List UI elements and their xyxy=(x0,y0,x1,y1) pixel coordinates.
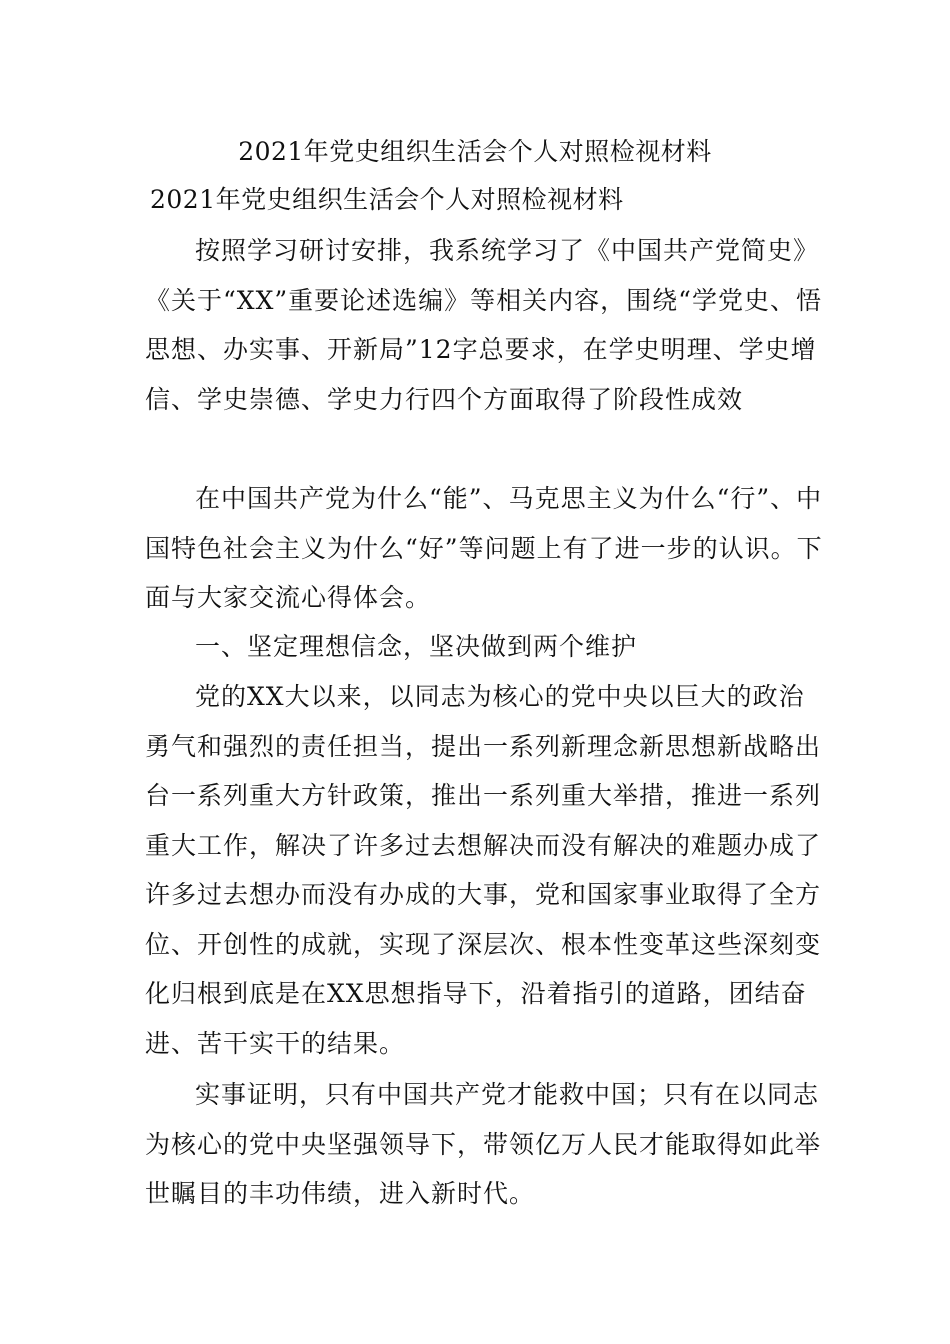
document-subtitle: 2021年党史组织生活会个人对照检视材料 xyxy=(150,185,624,214)
section-heading-1: 一、坚定理想信念，坚决做到两个维护 xyxy=(195,632,638,661)
paragraph-intro: 按照学习研讨安排，我系统学习了《中国共产党简史》《关于“XX”重要论述选编》等相关内容，围绕“学党史、悟思想、办实事、开新局”12字总要求，在学史明理、学史增信、学史崇德、学史力行四个方面取得了阶段性成效 xyxy=(145,236,822,414)
document-title: 2021年党史组织生活会个人对照检视材料 xyxy=(238,137,712,166)
paragraph-conclusion: 实事证明，只有中国共产党才能救中国；只有在以同志为核心的党中央坚强领导下，带领亿万人民才能取得如此举世瞩目的丰功伟绩，进入新时代。 xyxy=(145,1080,822,1208)
paragraph-understanding: 在中国共产党为什么“能”、马克思主义为什么“行”、中国特色社会主义为什么“好”等问题上有了进一步的认识。下面与大家交流心得体会。 xyxy=(145,484,823,612)
paragraph-achievements: 党的XX大以来，以同志为核心的党中央以巨大的政治勇气和强烈的责任担当，提出一系列新理念新思想新战略出台一系列重大方针政策，推出一系列重大举措，推进一系列重大工作，解决了许多过去想解决而没有解决的难题办成了许多过去想办而没有办成的大事，党和国家事业取得了全方位、开创性的成就，实现了深层次、根本性变革这些深刻变化归根到底是在XX思想指导下，沿着指引的道路，团结奋进、苦干实干的结果。 xyxy=(145,682,822,1058)
